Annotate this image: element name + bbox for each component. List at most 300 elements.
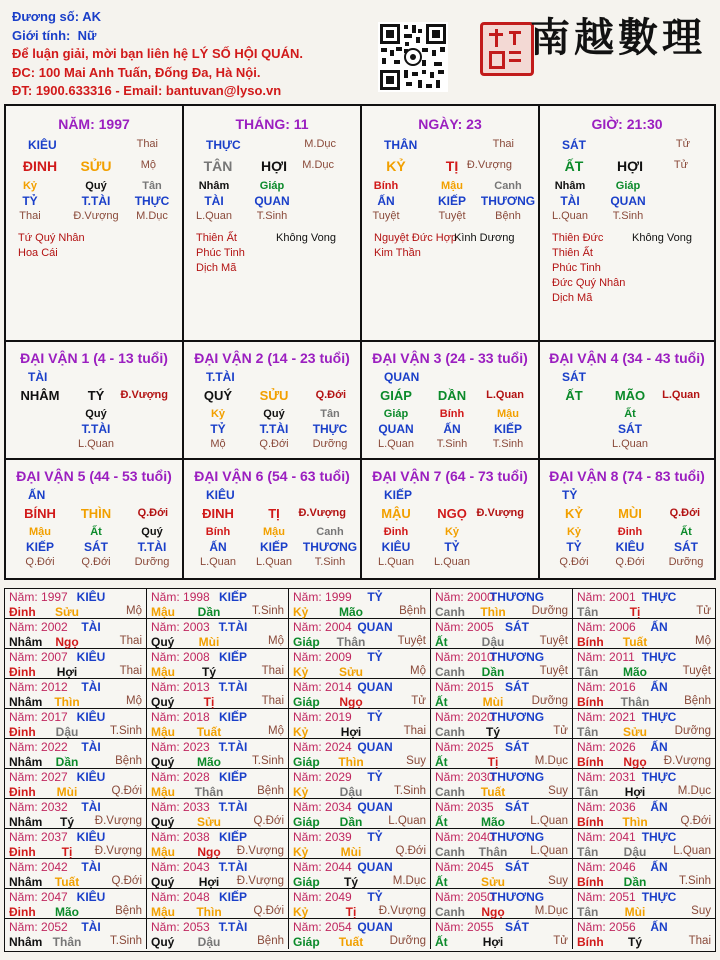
year-value: 2026 (609, 740, 636, 754)
year-ten-god: THƯƠNG (489, 710, 545, 724)
year-cell (5, 619, 147, 649)
year-prefix: Năm: (293, 710, 322, 724)
year-cell (5, 649, 147, 679)
year-label (435, 800, 494, 814)
year-prefix: Năm: (577, 680, 606, 694)
year-label (151, 710, 210, 724)
year-ten-god: T.TÀI (218, 800, 248, 814)
year-branch: Dậu (55, 725, 79, 739)
year-label (293, 710, 352, 724)
luck-hidden-stage: L.Quan (77, 438, 115, 450)
year-value: 2044 (325, 860, 352, 874)
year-stem: Ất (435, 635, 448, 649)
year-label (577, 680, 636, 694)
year-cell (431, 889, 573, 919)
luck-hidden-stem: Canh (316, 526, 344, 538)
year-cell (289, 799, 431, 829)
year-cell (289, 649, 431, 679)
luck-stage: Đ.Vượng (298, 507, 346, 519)
year-value: 2008 (183, 650, 210, 664)
year-label (293, 920, 352, 934)
year-label (151, 860, 210, 874)
year-branch: Mùi (198, 635, 220, 649)
luck-hidden-stage: L.Quan (255, 556, 293, 568)
luck-hidden-stage: Q.Đới (559, 556, 589, 568)
year-ten-god: QUAN (357, 860, 393, 874)
pillar-branch: HỢI (261, 158, 287, 174)
year-cell (5, 769, 147, 799)
year-value: 2034 (325, 800, 352, 814)
year-value: 2051 (609, 890, 636, 904)
pillar-1 (184, 106, 362, 342)
year-label (435, 740, 494, 754)
year-stage: Tuyệt (397, 635, 426, 647)
year-value: 2050 (467, 890, 494, 904)
year-stage: Suy (548, 875, 568, 887)
pillar-ten-god: THÂN (384, 138, 418, 152)
year-ten-god: ẤN (650, 620, 668, 634)
luck-ten-god: TÀI (28, 370, 48, 384)
year-value: 2007 (41, 650, 68, 664)
star-left: Dịch Mã (196, 262, 237, 274)
year-value: 2017 (41, 710, 68, 724)
year-branch: Ngọ (481, 905, 505, 919)
year-branch: Dậu (339, 785, 363, 799)
year-label (577, 770, 636, 784)
year-stem: Giáp (293, 935, 320, 949)
pillar-stem: ẤT (564, 158, 584, 174)
hidden-stem: Canh (494, 180, 522, 192)
year-label (577, 590, 636, 604)
year-branch: Thìn (338, 755, 364, 769)
luck-hidden-ten-god: SÁT (84, 540, 108, 554)
year-value: 2041 (609, 830, 636, 844)
year-label (9, 590, 68, 604)
year-stage: Tuyệt (682, 665, 711, 677)
year-ten-god: KIẾP (218, 890, 248, 904)
year-branch: Dậu (481, 635, 505, 649)
star-left: Hoa Cái (18, 247, 58, 259)
year-branch: Tuất (54, 875, 80, 889)
hidden-stage: M.Dục (136, 210, 168, 222)
year-stage: Mộ (268, 635, 284, 647)
year-prefix: Năm: (577, 890, 606, 904)
year-value: 2031 (609, 770, 636, 784)
year-label (293, 740, 352, 754)
year-cell (289, 829, 431, 859)
year-cell (147, 589, 289, 619)
year-label (435, 860, 494, 874)
year-label (151, 830, 210, 844)
luck-stage: Đ.Vượng (476, 507, 524, 519)
luck-pillar-1 (184, 342, 362, 460)
luck-hidden-ten-god: THƯƠNG (302, 540, 358, 554)
luck-hidden-stem: Đinh (617, 526, 643, 538)
year-branch: Thìn (622, 815, 648, 829)
year-ten-god: QUAN (357, 740, 393, 754)
year-stem: Đinh (9, 845, 36, 859)
year-ten-god: T.TÀI (218, 860, 248, 874)
luck-ten-god: QUAN (384, 370, 420, 384)
year-value: 2029 (325, 770, 352, 784)
year-label (9, 800, 68, 814)
year-stage: Dưỡng (389, 935, 426, 947)
year-label (151, 620, 210, 634)
luck-hidden-ten-god: ẤN (209, 540, 227, 554)
year-branch: Dần (339, 815, 363, 829)
year-ten-god: TỶ (367, 770, 383, 784)
year-label (435, 650, 494, 664)
year-stage: Tử (411, 695, 426, 707)
pillar-top-stage: Tử (675, 138, 690, 150)
year-ten-god: ẤN (650, 680, 668, 694)
year-value: 2002 (41, 620, 68, 634)
luck-hidden-stage: T.Sinh (492, 438, 524, 450)
year-stem: Quý (151, 635, 175, 649)
address-line: ĐC: 100 Mai Anh Tuấn, Đống Đa, Hà Nội. (12, 64, 261, 80)
year-ten-god: TỶ (367, 650, 383, 664)
hidden-ten-god: QUAN (610, 194, 646, 208)
year-value: 2043 (183, 860, 210, 874)
year-cell (147, 709, 289, 739)
year-stem: Canh (435, 605, 465, 619)
year-value: 2023 (183, 740, 210, 754)
year-stem: Nhâm (9, 635, 43, 649)
year-value: 2000 (467, 590, 494, 604)
red-seal-stamp-icon (480, 22, 534, 76)
year-branch: Mão (197, 755, 221, 769)
year-stem: Tân (577, 665, 599, 679)
year-stage: Thai (688, 935, 711, 947)
year-branch: Hợi (198, 875, 220, 889)
year-prefix: Năm: (293, 590, 322, 604)
year-cell (573, 859, 715, 889)
year-cell (573, 679, 715, 709)
star-right: Kình Dương (454, 232, 515, 244)
year-value: 2016 (609, 680, 636, 694)
luck-title: ĐẠI VẬN 7 (64 - 73 tuổi) (372, 468, 528, 484)
year-stem: Ất (435, 755, 448, 769)
year-branch: Hợi (340, 725, 362, 739)
year-stage: Tử (553, 725, 568, 737)
year-branch: Dậu (197, 935, 221, 949)
star-left: Đức Quý Nhân (552, 277, 626, 289)
hidden-stem: Bính (373, 180, 399, 192)
year-stem: Bính (577, 815, 604, 829)
year-label (9, 710, 68, 724)
year-cell (289, 679, 431, 709)
year-prefix: Năm: (577, 860, 606, 874)
year-label (151, 890, 210, 904)
year-prefix: Năm: (9, 590, 38, 604)
qr-code-icon[interactable] (378, 22, 448, 92)
year-ten-god: THƯƠNG (489, 650, 545, 664)
pillar-stem: TÂN (203, 158, 233, 174)
year-label (293, 890, 352, 904)
year-stem: Ất (435, 875, 448, 889)
year-label (435, 890, 494, 904)
pillar-title: GIỜ: 21:30 (591, 116, 663, 132)
year-stem: Quý (151, 695, 175, 709)
year-stage: Dưỡng (674, 725, 711, 737)
year-cell (573, 649, 715, 679)
hidden-stage: Tuyệt (438, 210, 466, 222)
year-ten-god: SÁT (505, 680, 529, 694)
year-stem: Quý (151, 755, 175, 769)
year-prefix: Năm: (293, 890, 322, 904)
luck-hidden-ten-god: KIẾP (259, 540, 289, 554)
luck-ten-god: KIẾP (384, 488, 413, 502)
year-prefix: Năm: (293, 860, 322, 874)
luck-stage: Q.Đới (137, 507, 168, 519)
year-cell (147, 799, 289, 829)
year-stage: Thai (119, 665, 142, 677)
luck-stage: L.Quan (662, 389, 700, 401)
year-label (435, 590, 494, 604)
year-cell (147, 859, 289, 889)
year-stage: Mộ (410, 665, 426, 677)
luck-branch: TỊ (268, 506, 280, 521)
hidden-ten-god: TỶ (22, 194, 38, 208)
year-prefix: Năm: (435, 650, 464, 664)
year-stage: Q.Đới (680, 815, 711, 827)
year-stem: Mậu (151, 605, 175, 619)
year-value: 2003 (183, 620, 210, 634)
year-stem: Đinh (9, 905, 36, 919)
year-stage: M.Dục (534, 755, 568, 767)
year-prefix: Năm: (9, 620, 38, 634)
year-ten-god: KIẾP (218, 590, 248, 604)
year-stem: Giáp (293, 755, 320, 769)
year-cell (289, 889, 431, 919)
year-label (151, 650, 210, 664)
year-stage: Mộ (126, 695, 142, 707)
year-value: 2047 (41, 890, 68, 904)
year-stage: Suy (548, 785, 568, 797)
year-cell (147, 679, 289, 709)
year-stage: T.Sinh (679, 875, 711, 887)
year-branch: Tuất (196, 725, 222, 739)
year-value: 2049 (325, 890, 352, 904)
year-value: 2020 (467, 710, 494, 724)
year-prefix: Năm: (9, 890, 38, 904)
year-label (293, 680, 352, 694)
year-value: 2053 (183, 920, 210, 934)
luck-hidden-ten-god: KIÊU (615, 540, 645, 554)
year-branch: Mùi (482, 695, 504, 709)
year-value: 2040 (467, 830, 494, 844)
year-branch: Thân (478, 845, 508, 859)
year-ten-god: KIẾP (218, 710, 248, 724)
year-stem: Mậu (151, 845, 175, 859)
hidden-ten-god: KIẾP (437, 194, 467, 208)
luck-stem: MẬU (381, 506, 411, 521)
year-cell (147, 739, 289, 769)
hidden-stem: Giáp (259, 180, 285, 192)
luck-hidden-ten-god: ẤN (443, 422, 461, 436)
year-label (151, 590, 210, 604)
year-prefix: Năm: (151, 920, 180, 934)
year-stage: T.Sinh (252, 755, 284, 767)
luck-stem: BÍNH (24, 506, 56, 521)
year-stem: Tân (577, 725, 599, 739)
year-ten-god: THỰC (641, 710, 677, 724)
year-prefix: Năm: (577, 800, 606, 814)
year-stage: Tuyệt (539, 665, 568, 677)
year-stage: Thai (403, 725, 426, 737)
star-left: Nguyệt Đức Hợp (374, 232, 458, 244)
luck-pillar-3 (540, 342, 714, 460)
luck-hidden-stem: Quý (141, 526, 163, 538)
year-prefix: Năm: (577, 920, 606, 934)
luck-hidden-stage: L.Quan (199, 556, 237, 568)
year-cell (573, 589, 715, 619)
year-cell (147, 889, 289, 919)
star-left: Dịch Mã (552, 292, 593, 304)
year-ten-god: ẤN (650, 800, 668, 814)
luck-hidden-stem: Mậu (497, 408, 519, 420)
year-prefix: Năm: (293, 620, 322, 634)
pillar-stage: Đ.Vượng (466, 159, 512, 171)
year-value: 2033 (183, 800, 210, 814)
year-ten-god: KIÊU (76, 650, 106, 664)
year-stage: Q.Đới (111, 785, 142, 797)
luck-hidden-stage: Q.Đới (259, 438, 289, 450)
year-prefix: Năm: (435, 920, 464, 934)
year-label (9, 920, 68, 934)
year-stem: Đinh (9, 785, 36, 799)
year-label (151, 680, 210, 694)
luck-pillar-4 (6, 460, 184, 578)
year-prefix: Năm: (151, 620, 180, 634)
year-stem: Quý (151, 815, 175, 829)
year-branch: Thân (336, 635, 366, 649)
year-branch: Mùi (56, 785, 78, 799)
year-prefix: Năm: (435, 590, 464, 604)
star-left: Phúc Tinh (552, 262, 601, 274)
year-stage: Bệnh (257, 935, 284, 947)
year-label (293, 860, 352, 874)
pillar-branch: HỢI (617, 158, 643, 174)
year-stem: Giáp (293, 635, 320, 649)
year-label (435, 620, 494, 634)
year-label (9, 620, 68, 634)
year-stem: Bính (577, 755, 604, 769)
year-stage: L.Quan (530, 815, 568, 827)
year-prefix: Năm: (151, 770, 180, 784)
year-prefix: Năm: (151, 590, 180, 604)
year-label (151, 920, 210, 934)
year-ten-god: SÁT (505, 920, 529, 934)
luck-stage: Q.Đới (315, 389, 346, 401)
year-stem: Đinh (9, 725, 36, 739)
year-branch: Thìn (196, 905, 222, 919)
year-label (293, 620, 352, 634)
year-cell (431, 619, 573, 649)
year-prefix: Năm: (435, 740, 464, 754)
year-ten-god: THƯƠNG (489, 770, 545, 784)
luck-hidden-stem: Bính (205, 526, 231, 538)
year-label (435, 680, 494, 694)
luck-hidden-stem: Đinh (383, 526, 409, 538)
luck-hidden-stage: T.Sinh (314, 556, 346, 568)
hidden-stem: Quý (85, 180, 107, 192)
luck-hidden-ten-god: TỶ (566, 540, 582, 554)
year-stem: Mậu (151, 905, 175, 919)
year-ten-god: TÀI (81, 860, 101, 874)
pillar-ten-god: THỰC (206, 138, 241, 152)
hidden-stem: Nhâm (554, 180, 586, 192)
hidden-stage: T.Sinh (612, 210, 644, 222)
year-branch: Sửu (54, 605, 80, 619)
year-branch: Sửu (196, 815, 222, 829)
luck-hidden-stage: L.Quan (377, 556, 415, 568)
year-value: 2004 (325, 620, 352, 634)
luck-hidden-stem: Tân (320, 408, 340, 420)
year-cell (431, 859, 573, 889)
year-value: 2015 (467, 680, 494, 694)
year-prefix: Năm: (9, 650, 38, 664)
year-stage: T.Sinh (394, 785, 426, 797)
year-ten-god: TÀI (81, 800, 101, 814)
year-prefix: Năm: (9, 920, 38, 934)
year-ten-god: KIÊU (76, 770, 106, 784)
luck-hidden-stage: Dưỡng (312, 438, 348, 450)
luck-hidden-stem: Ất (680, 526, 692, 538)
year-ten-god: QUAN (357, 620, 393, 634)
year-cell (289, 919, 431, 949)
year-value: 2037 (41, 830, 68, 844)
year-label (577, 890, 636, 904)
year-branch: Tý (485, 725, 501, 739)
year-cell (573, 829, 715, 859)
pillar-top-stage: Thai (136, 138, 158, 150)
hidden-ten-god: ẤN (377, 194, 395, 208)
year-label (151, 770, 210, 784)
year-stage: L.Quan (673, 845, 711, 857)
luck-hidden-stem: Quý (263, 408, 285, 420)
year-prefix: Năm: (577, 590, 606, 604)
year-cell (289, 769, 431, 799)
year-branch: Mão (339, 605, 363, 619)
year-prefix: Năm: (151, 860, 180, 874)
year-branch: Thìn (54, 695, 80, 709)
year-ten-god: TỶ (367, 890, 383, 904)
year-value: 2036 (609, 800, 636, 814)
luck-stem: GIÁP (380, 388, 412, 403)
year-value: 1997 (41, 590, 68, 604)
luck-hidden-stem: Kỷ (566, 526, 582, 538)
year-label (435, 920, 494, 934)
luck-hidden-stem: Mậu (29, 526, 51, 538)
year-branch: Dần (55, 755, 79, 769)
year-cell (5, 709, 147, 739)
hidden-stage: Bệnh (495, 210, 521, 222)
pillar-stage: Tử (673, 159, 688, 171)
year-cell (431, 739, 573, 769)
year-branch: Tị (203, 695, 215, 709)
hidden-stage: T.Sinh (256, 210, 288, 222)
hidden-stem: Kỷ (22, 180, 38, 192)
year-ten-god: KIẾP (218, 770, 248, 784)
luck-hidden-stage: L.Quan (611, 438, 649, 450)
pillar-stage: M.Dục (302, 159, 334, 171)
year-branch: Ngọ (197, 845, 221, 859)
year-branch: Mão (623, 665, 647, 679)
year-stage: Mộ (695, 635, 711, 647)
luck-pillar-6 (362, 460, 540, 578)
pillar-grid (4, 104, 716, 580)
